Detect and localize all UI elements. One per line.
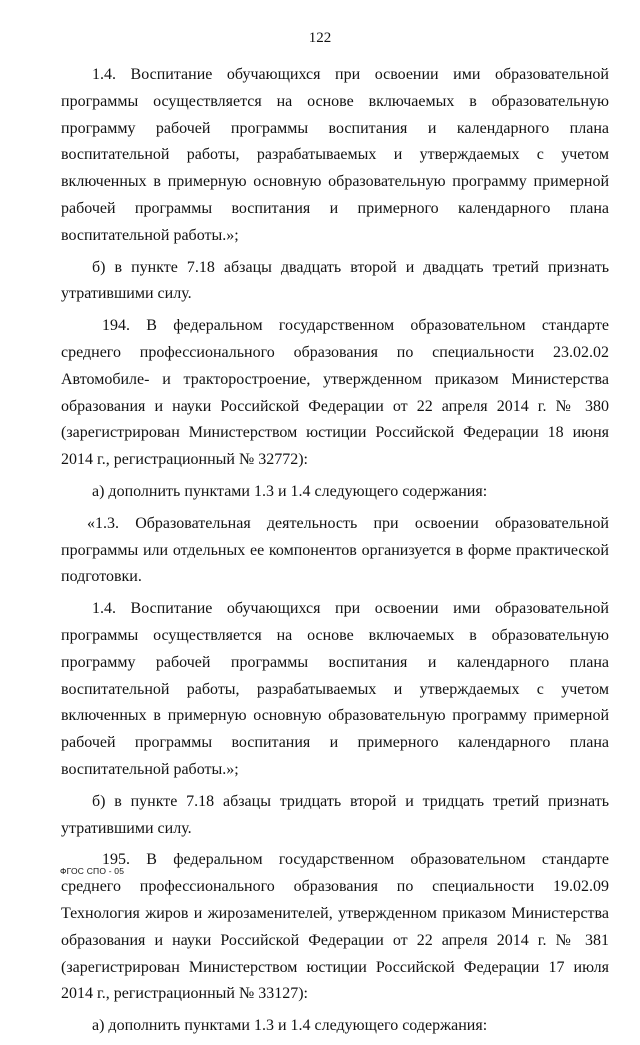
paragraph-1-3-practical-training: «1.3. Образовательная деятельность при освоении образовательной программы или отдельных ее компонентов организуется в форме практической подготовки. xyxy=(61,514,609,586)
document-body xyxy=(61,62,609,1045)
paragraph-195-standard-19-02-09: 195. В федеральном государственном образовательном стандарте среднего профессионального образования по специальности 19.02.09 Технология жиров и жирозаменителей, утвержденном приказом Министерства образования и науки Российской Федерации от 22 апреля 2014 г. № 381 (зарегистрирован Министерством юстиции Российской Федерации 17 июля 2014 г., регистрационный № 33127): xyxy=(61,851,609,1003)
paragraph-a-add-points-repeat: а) дополнить пунктами 1.3 и 1.4 следующего содержания: xyxy=(92,1017,488,1035)
paragraph-a-add-points: а) дополнить пунктами 1.3 и 1.4 следующего содержания: xyxy=(92,482,488,500)
paragraph-194-standard-23-02-02: 194. В федеральном государственном образовательном стандарте среднего профессионального образования по специальности 23.02.02 Автомобиле- и тракторостроение, утвержденном приказом Министерства образования и науки Российской Федерации от 22 апреля 2014 г. № 380 (зарегистрирован Министерством юстиции Российской Федерации 18 июня 2014 г., регистрационный № 32772): xyxy=(61,317,609,469)
paragraph-1-4-program-education-repeat: 1.4. Воспитание обучающихся при освоении ими образовательной программы осуществляется на основе включаемых в образовательную программу рабочей программы воспитания и календарного плана воспитательной работы, разрабатываемых и утверждаемых с учетом включенных в примерную основную образовательную программу примерной рабочей программы воспитания и примерного календарного плана воспитательной работы.»; xyxy=(61,600,609,778)
page-number: 122 xyxy=(308,30,332,46)
paragraph-b-7-18-repeal-repeat: б) в пункте 7.18 абзацы тридцать второй и тридцать третий признать утратившими силу. xyxy=(61,792,609,837)
paragraph-b-7-18-repeal: б) в пункте 7.18 абзацы двадцать второй и двадцать третий признать утратившими силу. xyxy=(61,258,609,303)
page-footer: ФГОС СПО - 05 xyxy=(60,866,125,876)
paragraph-1-4-program-education: 1.4. Воспитание обучающихся при освоении ими образовательной программы осуществляется на основе включаемых в образовательную программу рабочей программы воспитания и календарного плана воспитательной работы, разрабатываемых и утверждаемых с учетом включенных в примерную основную образовательную программу примерной рабочей программы воспитания и примерного календарного плана воспитательной работы.»; xyxy=(61,66,609,244)
